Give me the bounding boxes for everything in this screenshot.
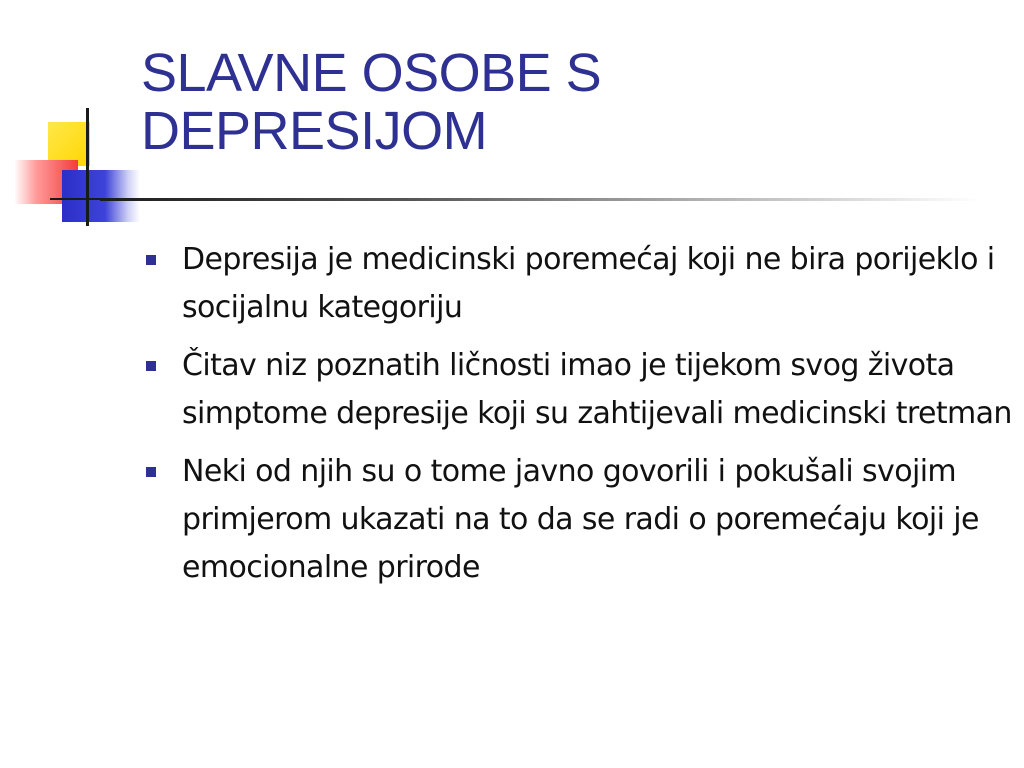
slide-title <box>141 44 981 160</box>
title-divider <box>100 198 980 201</box>
slide-title-line-2: DEPRESIJOM <box>141 101 488 161</box>
squares-cross-logo-icon <box>0 0 150 240</box>
square-bullet-icon <box>146 467 156 477</box>
bullet-text: Depresija je medicinski poremećaj koji ne bira porijeklo i socijalnu kategoriju <box>182 242 995 325</box>
slide-title-line-1: SLAVNE OSOBE S <box>141 43 602 103</box>
logo-vertical-line <box>86 108 89 226</box>
bullet-text: Neki od njih su o tome javno govorili i pokušali svojim primjerom ukazati na to da se radi o poremećaju koji je emocionalne prirode <box>182 454 979 585</box>
square-bullet-icon <box>146 361 156 371</box>
logo-blue-square <box>62 170 140 222</box>
bullet-text: Čitav niz poznatih ličnosti imao je tijekom svog života simptome depresije koji su zahtijevali medicinski tretman <box>182 348 1012 431</box>
bullet-item <box>146 236 1016 332</box>
bullet-item <box>146 448 1016 592</box>
bullet-item <box>146 342 1016 438</box>
bullet-list <box>146 236 1016 602</box>
square-bullet-icon <box>146 255 156 265</box>
